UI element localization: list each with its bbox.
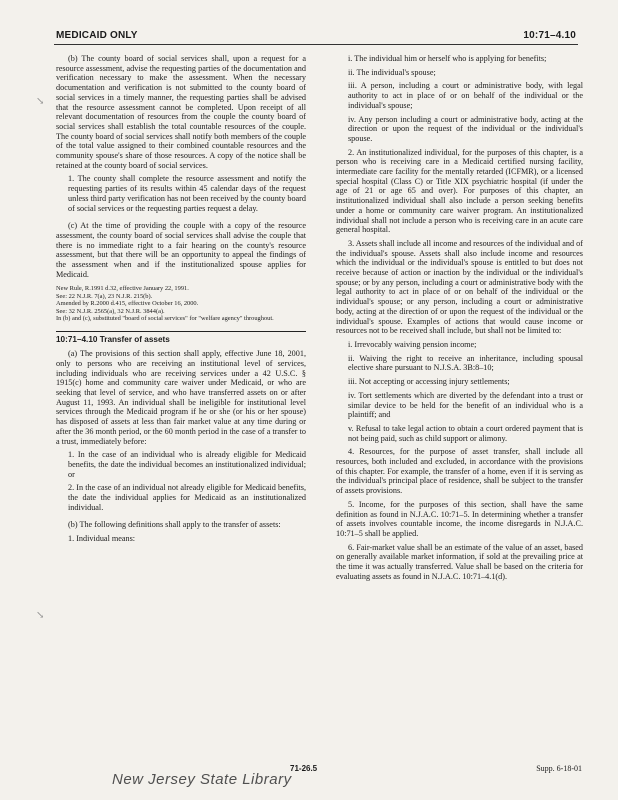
library-logo: New Jersey State Library xyxy=(112,771,292,788)
list-item-5: 5. Income, for the purposes of this section, shall have the same definition as found in N.J.A.C. 10:71–5. In determining whether a transfer of assets involves countable income, the income disregards in N.J.A.C. 10:71–5 shall be applied. xyxy=(336,499,583,538)
margin-mark: ↘ xyxy=(36,96,45,107)
header-section-number: 10:71–4.10 xyxy=(523,30,576,41)
list-item-3: 3. Assets shall include all income and resources of the individual and of the individual's spouse. Assets shall also include income and resources which the individual or the individual's spouse is entitled to but does not receive because of action or inaction by the individual or the individual's spouse; or by any person, including a court or administrative body with the legal authority to act in place of or on behalf of the individual or the individual's spouse; or any person, including a court or administrative body, acting at the direction of or upon the request of the individual or the individual's spouse. Examples of actions that would cause income or resources not to be received shall include, but shall not be limited to: xyxy=(336,238,583,336)
list-item-6: 6. Fair-market value shall be an estimate of the value of an asset, based on generally available market information, if sold at the prevailing price at the time it was actually transferred. Value shall be based on the criteria for evaluating assets as found in N.J.A.C. 10:71–4.1(d). xyxy=(336,542,583,581)
supplement-date: Supp. 6-18-01 xyxy=(536,764,582,773)
list-item-ii: ii. The individual's spouse; xyxy=(348,67,436,77)
list-item-a2: 2. In the case of an individual not already eligible for Medicaid benefits, the date the individual applies for Medicaid as an institutionalized individual. xyxy=(68,483,306,512)
header-section-label: MEDICAID ONLY xyxy=(56,30,138,41)
page-number: 71-26.5 xyxy=(290,764,318,773)
margin-mark: ↘ xyxy=(36,610,45,621)
list-item-iii: iii. A person, including a court or administrative body, with legal authority to act in place of or on behalf of the individual or the individual's spouse; xyxy=(348,81,583,110)
running-header xyxy=(54,28,578,45)
history-note: In (b) and (c), substituted "board of social services" for "welfare agency" throughout. xyxy=(56,315,274,323)
paragraph-b: (b) The county board of social services shall, upon a request for a resource assessment, advise the requesting parties of the documentation and verification necessary to make the assessment. When the necessary documentation and verification is not submitted to the county board of social services in a timely manner, the requesting parties shall be advised that the resource assessment cannot be completed. Upon receipt of all relevant documentation of resources from the couple the county board of social services shall establish the total countable resources of the couple. The county board of social services shall notify both members of the couple of the total value assigned to their combined countable resources and the community spouse's share of those resources. A copy of the notice shall be retained at the county board of social services. xyxy=(56,54,306,170)
right-column xyxy=(336,54,583,585)
list-item-r-iv: iv. Tort settlements which are diverted by the defendant into a trust or similar device to be held for the benefit of an individual who is a plaintiff; and xyxy=(348,390,583,420)
history-notes xyxy=(56,285,306,322)
history-note: See: 22 N.J.R. 7(a), 23 N.J.R. 215(b). xyxy=(56,292,153,300)
history-note: Amended by R.2000 d.415, effective October 16, 2000. xyxy=(56,300,199,308)
paragraph-c: (c) At the time of providing the couple with a copy of the resource assessment, the county board of social services shall advise the couple that there is no immediate right to a fair hearing on the county's resource assessment, but that there will be an opportunity to appeal the findings of the assessment when and if the institutionalized spouse applies for Medicaid. xyxy=(56,221,306,279)
list-item-i: i. The individual him or herself who is applying for benefits; xyxy=(348,54,547,63)
list-item-2: 2. An institutionalized individual, for the purposes of this chapter, is a person who is receiving care in a Medicaid certified nursing facility, intermediate care facility for the mentally retarded (ICFMR), or a licensed special hospital (Class C) or Title XIX psychiatric hospital (if under the age of 21 or age 65 and over). For purposes of this chapter, an institutionalized individual shall also include a person seeking benefits under a home or community care waiver program. An institutionalized individual shall not include a person who is receiving care in an acute care general hospital. xyxy=(336,147,583,235)
list-item-r-iii: iii. Not accepting or accessing injury settlements; xyxy=(348,377,510,387)
list-item-iv: iv. Any person including a court or administrative body, acting at the direction or upon the request of the individual or the individual's spouse. xyxy=(348,114,583,143)
list-item-b1: 1. The county shall complete the resource assessment and notify the requesting parties of its results within 45 calendar days of the request unless third party verification has not been received by the county board of social services or the requesting parties request a delay. xyxy=(68,174,306,213)
list-item-r-i: i. Irrevocably waiving pension income; xyxy=(348,339,477,349)
section-title: 10:71–4.10 Transfer of assets xyxy=(56,331,306,345)
list-item-b2-1: 1. Individual means: xyxy=(68,534,136,544)
list-item-r-v: v. Refusal to take legal action to obtain a court ordered payment that is not being paid, such as child support or alimony. xyxy=(348,423,583,443)
list-item-a1: 1. In the case of an individual who is already eligible for Medicaid benefits, the date the individual becomes an institutionalized individual; or xyxy=(68,450,306,479)
history-note: See: 32 N.J.R. 2565(a), 32 N.J.R. 3844(a). xyxy=(56,307,165,315)
history-note: New Rule, R.1991 d.32, effective January 22, 1991. xyxy=(56,285,189,293)
list-item-4: 4. Resources, for the purpose of asset transfer, shall include all resources, both included and excluded, in accordance with the provisions of this chapter. For example, the transfer of a home, even if it is serving as the individual's principal place of residence, shall be subject to the transfer of assets provisions. xyxy=(336,447,583,496)
list-item-r-ii: ii. Waiving the right to receive an inheritance, including spousal elective share pursuant to N.J.S.A. 3B:8–10; xyxy=(348,353,583,373)
paragraph-b2: (b) The following definitions shall apply to the transfer of assets: xyxy=(68,520,281,530)
paragraph-a: (a) The provisions of this section shall apply, effective June 18, 2001, only to persons who are receiving an institutional level of services, including individuals who are receiving services under a 42 U.S.C. § 1915(c) home and community care waiver under Medicaid, or who are seeking that level of service, and who have transferred assets on or after August 11, 1993. An individual shall be ineligible for institutional level services through the Medicaid program if he or she (or his or her spouse) has disposed of assets at less than fair market value at any time during or after the 36 month period, or the 60 month period in the case of a transfer to a trust, immediately before: xyxy=(56,349,306,446)
left-column xyxy=(56,54,306,548)
